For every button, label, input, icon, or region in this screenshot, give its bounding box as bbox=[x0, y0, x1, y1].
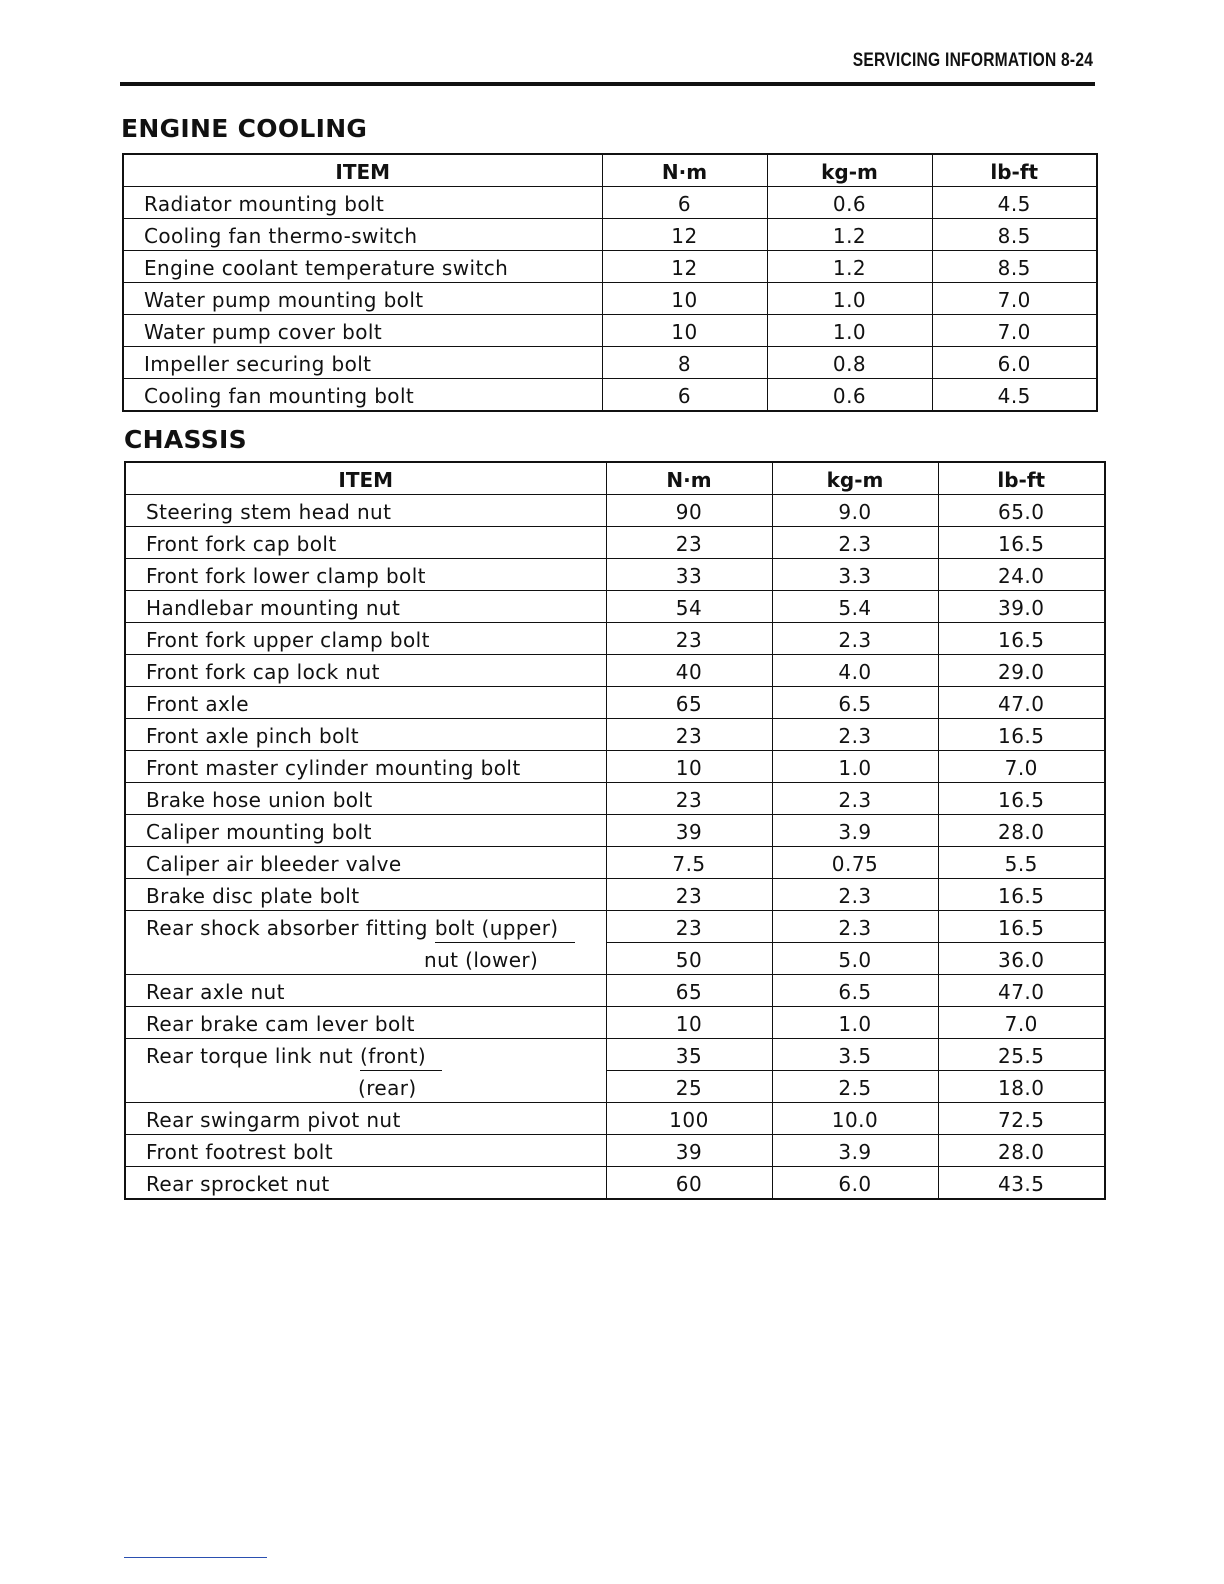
lbft-value: 16.5 bbox=[938, 719, 1105, 751]
item-cell bbox=[125, 975, 606, 1007]
chassis-title: CHASSIS bbox=[124, 425, 247, 454]
kgm-value: 1.0 bbox=[767, 315, 932, 347]
column-header-lbft: lb-ft bbox=[932, 154, 1097, 187]
kgm-value: 4.0 bbox=[772, 655, 938, 687]
table-header-row bbox=[125, 462, 1105, 495]
column-header-kgm: kg-m bbox=[767, 154, 932, 187]
table-row bbox=[125, 847, 1105, 879]
item-cell bbox=[125, 527, 606, 559]
nm-value: 54 bbox=[606, 591, 772, 623]
item-cell bbox=[123, 347, 602, 379]
nm-value: 60 bbox=[606, 1167, 772, 1200]
table-row bbox=[125, 495, 1105, 527]
item-name: Front axle pinch bolt bbox=[146, 724, 359, 748]
kgm-value: 3.9 bbox=[772, 1135, 938, 1167]
kgm-value: 9.0 bbox=[772, 495, 938, 527]
kgm-value: 6.5 bbox=[772, 687, 938, 719]
item-name: Impeller securing bolt bbox=[144, 352, 372, 376]
lbft-value: 4.5 bbox=[932, 379, 1097, 412]
kgm-value: 3.9 bbox=[772, 815, 938, 847]
kgm-value: 6.5 bbox=[772, 975, 938, 1007]
table-row bbox=[125, 1039, 1105, 1071]
page-header-title: SERVICING INFORMATION 8-24 bbox=[852, 50, 1093, 71]
item-name: Caliper mounting bolt bbox=[146, 820, 372, 844]
item-cell bbox=[125, 1071, 606, 1103]
table-header-row bbox=[123, 154, 1097, 187]
item-cell bbox=[125, 1007, 606, 1039]
item-cell bbox=[125, 815, 606, 847]
nm-value: 10 bbox=[606, 751, 772, 783]
table-row bbox=[125, 1135, 1105, 1167]
item-cell bbox=[125, 943, 606, 975]
table-row bbox=[125, 655, 1105, 687]
engine-cooling-title: ENGINE COOLING bbox=[121, 114, 368, 143]
table-row bbox=[125, 559, 1105, 591]
footer-rule bbox=[124, 1557, 267, 1558]
item-cell bbox=[125, 559, 606, 591]
kgm-value: 2.5 bbox=[772, 1071, 938, 1103]
lbft-value: 16.5 bbox=[938, 623, 1105, 655]
item-name: Front footrest bolt bbox=[146, 1140, 333, 1164]
item-cell bbox=[125, 1039, 606, 1071]
item-name: Rear sprocket nut bbox=[146, 1172, 330, 1196]
table-row bbox=[125, 815, 1105, 847]
lbft-value: 16.5 bbox=[938, 911, 1105, 943]
item-cell bbox=[125, 911, 606, 943]
table-row bbox=[123, 187, 1097, 219]
item-name: Brake disc plate bolt bbox=[146, 884, 360, 908]
nm-value: 8 bbox=[602, 347, 767, 379]
lbft-value: 36.0 bbox=[938, 943, 1105, 975]
item-name: Water pump mounting bolt bbox=[144, 288, 424, 312]
table-row bbox=[125, 1071, 1105, 1103]
item-name: Handlebar mounting nut bbox=[146, 596, 401, 620]
table-row bbox=[125, 527, 1105, 559]
kgm-value: 2.3 bbox=[772, 783, 938, 815]
kgm-value: 3.5 bbox=[772, 1039, 938, 1071]
table-row bbox=[125, 623, 1105, 655]
item-cell bbox=[125, 687, 606, 719]
lbft-value: 72.5 bbox=[938, 1103, 1105, 1135]
kgm-value: 0.6 bbox=[767, 187, 932, 219]
nm-value: 10 bbox=[606, 1007, 772, 1039]
column-header-item: ITEM bbox=[125, 462, 606, 495]
kgm-value: 10.0 bbox=[772, 1103, 938, 1135]
lbft-value: 7.0 bbox=[938, 751, 1105, 783]
table-row bbox=[125, 1167, 1105, 1200]
lbft-value: 28.0 bbox=[938, 1135, 1105, 1167]
chassis-table bbox=[124, 461, 1106, 1200]
column-header-item: ITEM bbox=[123, 154, 602, 187]
lbft-value: 47.0 bbox=[938, 687, 1105, 719]
nm-value: 6 bbox=[602, 379, 767, 412]
nm-value: 40 bbox=[606, 655, 772, 687]
kgm-value: 2.3 bbox=[772, 527, 938, 559]
nm-value: 12 bbox=[602, 251, 767, 283]
kgm-value: 2.3 bbox=[772, 879, 938, 911]
lbft-value: 18.0 bbox=[938, 1071, 1105, 1103]
item-cell bbox=[123, 283, 602, 315]
item-name: Engine coolant temperature switch bbox=[144, 256, 509, 280]
table-row bbox=[125, 783, 1105, 815]
lbft-value: 7.0 bbox=[932, 283, 1097, 315]
nm-value: 23 bbox=[606, 911, 772, 943]
lbft-value: 28.0 bbox=[938, 815, 1105, 847]
item-subpart: (front) bbox=[360, 1042, 442, 1071]
item-cell bbox=[123, 251, 602, 283]
lbft-value: 16.5 bbox=[938, 879, 1105, 911]
table-row bbox=[123, 347, 1097, 379]
table-row bbox=[123, 315, 1097, 347]
kgm-value: 1.0 bbox=[772, 1007, 938, 1039]
kgm-value: 0.75 bbox=[772, 847, 938, 879]
item-name: Steering stem head nut bbox=[146, 500, 392, 524]
item-name: Water pump cover bolt bbox=[144, 320, 383, 344]
nm-value: 12 bbox=[602, 219, 767, 251]
item-cell bbox=[123, 219, 602, 251]
item-cell bbox=[125, 1103, 606, 1135]
item-cell bbox=[125, 1167, 606, 1200]
lbft-value: 39.0 bbox=[938, 591, 1105, 623]
nm-value: 39 bbox=[606, 815, 772, 847]
item-name: Front fork cap lock nut bbox=[146, 660, 380, 684]
table-row bbox=[125, 591, 1105, 623]
item-cell bbox=[125, 879, 606, 911]
item-name: Rear swingarm pivot nut bbox=[146, 1108, 401, 1132]
nm-value: 90 bbox=[606, 495, 772, 527]
lbft-value: 29.0 bbox=[938, 655, 1105, 687]
item-subpart: (rear) bbox=[358, 1076, 417, 1100]
kgm-value: 0.6 bbox=[767, 379, 932, 412]
item-cell bbox=[125, 751, 606, 783]
column-header-kgm: kg-m bbox=[772, 462, 938, 495]
nm-value: 100 bbox=[606, 1103, 772, 1135]
nm-value: 33 bbox=[606, 559, 772, 591]
item-cell bbox=[123, 379, 602, 412]
column-header-lbft: lb-ft bbox=[938, 462, 1105, 495]
table-row bbox=[125, 943, 1105, 975]
nm-value: 23 bbox=[606, 623, 772, 655]
kgm-value: 3.3 bbox=[772, 559, 938, 591]
lbft-value: 8.5 bbox=[932, 219, 1097, 251]
item-cell bbox=[125, 847, 606, 879]
kgm-value: 1.0 bbox=[767, 283, 932, 315]
item-name: Front master cylinder mounting bolt bbox=[146, 756, 521, 780]
nm-value: 25 bbox=[606, 1071, 772, 1103]
table-row bbox=[125, 687, 1105, 719]
lbft-value: 16.5 bbox=[938, 783, 1105, 815]
table-row bbox=[123, 251, 1097, 283]
nm-value: 10 bbox=[602, 283, 767, 315]
nm-value: 65 bbox=[606, 975, 772, 1007]
nm-value: 10 bbox=[602, 315, 767, 347]
item-name: Rear torque link nut bbox=[146, 1043, 354, 1068]
lbft-value: 8.5 bbox=[932, 251, 1097, 283]
item-name: Front fork cap bolt bbox=[146, 532, 337, 556]
kgm-value: 1.2 bbox=[767, 219, 932, 251]
page-header bbox=[120, 46, 1095, 86]
lbft-value: 43.5 bbox=[938, 1167, 1105, 1200]
item-name: Front axle bbox=[146, 692, 249, 716]
item-name: Rear brake cam lever bolt bbox=[146, 1012, 415, 1036]
table-row bbox=[125, 975, 1105, 1007]
item-name: Front fork lower clamp bolt bbox=[146, 564, 426, 588]
lbft-value: 16.5 bbox=[938, 527, 1105, 559]
column-header-nm: N·m bbox=[602, 154, 767, 187]
item-name: Brake hose union bolt bbox=[146, 788, 373, 812]
nm-value: 35 bbox=[606, 1039, 772, 1071]
lbft-value: 47.0 bbox=[938, 975, 1105, 1007]
lbft-value: 4.5 bbox=[932, 187, 1097, 219]
kgm-value: 5.0 bbox=[772, 943, 938, 975]
item-name: Cooling fan mounting bolt bbox=[144, 384, 415, 408]
item-cell bbox=[125, 783, 606, 815]
kgm-value: 5.4 bbox=[772, 591, 938, 623]
kgm-value: 1.2 bbox=[767, 251, 932, 283]
table-row bbox=[123, 379, 1097, 412]
lbft-value: 7.0 bbox=[932, 315, 1097, 347]
lbft-value: 24.0 bbox=[938, 559, 1105, 591]
item-cell bbox=[125, 719, 606, 751]
table-row bbox=[125, 879, 1105, 911]
nm-value: 23 bbox=[606, 783, 772, 815]
kgm-value: 2.3 bbox=[772, 911, 938, 943]
table-row bbox=[125, 719, 1105, 751]
item-cell bbox=[125, 1135, 606, 1167]
item-cell bbox=[125, 591, 606, 623]
item-name: Cooling fan thermo-switch bbox=[144, 224, 418, 248]
item-cell bbox=[123, 187, 602, 219]
nm-value: 23 bbox=[606, 527, 772, 559]
item-subpart: bolt (upper) bbox=[435, 914, 575, 943]
table-row bbox=[125, 911, 1105, 943]
nm-value: 50 bbox=[606, 943, 772, 975]
table-row bbox=[123, 283, 1097, 315]
nm-value: 65 bbox=[606, 687, 772, 719]
item-cell bbox=[123, 315, 602, 347]
lbft-value: 5.5 bbox=[938, 847, 1105, 879]
kgm-value: 6.0 bbox=[772, 1167, 938, 1200]
kgm-value: 2.3 bbox=[772, 623, 938, 655]
item-name: Front fork upper clamp bolt bbox=[146, 628, 430, 652]
nm-value: 23 bbox=[606, 719, 772, 751]
table-row bbox=[123, 219, 1097, 251]
item-name: Radiator mounting bolt bbox=[144, 192, 385, 216]
lbft-value: 6.0 bbox=[932, 347, 1097, 379]
engine-cooling-table bbox=[122, 153, 1098, 412]
item-cell bbox=[125, 623, 606, 655]
column-header-nm: N·m bbox=[606, 462, 772, 495]
table-row bbox=[125, 1007, 1105, 1039]
lbft-value: 25.5 bbox=[938, 1039, 1105, 1071]
lbft-value: 65.0 bbox=[938, 495, 1105, 527]
nm-value: 39 bbox=[606, 1135, 772, 1167]
nm-value: 23 bbox=[606, 879, 772, 911]
item-cell bbox=[125, 495, 606, 527]
item-name: Rear shock absorber fitting bbox=[146, 915, 428, 940]
table-row bbox=[125, 751, 1105, 783]
item-cell bbox=[125, 655, 606, 687]
item-subpart: nut (lower) bbox=[424, 948, 539, 972]
kgm-value: 2.3 bbox=[772, 719, 938, 751]
item-name: Caliper air bleeder valve bbox=[146, 852, 402, 876]
kgm-value: 1.0 bbox=[772, 751, 938, 783]
table-row bbox=[125, 1103, 1105, 1135]
item-name: Rear axle nut bbox=[146, 980, 285, 1004]
lbft-value: 7.0 bbox=[938, 1007, 1105, 1039]
nm-value: 6 bbox=[602, 187, 767, 219]
nm-value: 7.5 bbox=[606, 847, 772, 879]
kgm-value: 0.8 bbox=[767, 347, 932, 379]
